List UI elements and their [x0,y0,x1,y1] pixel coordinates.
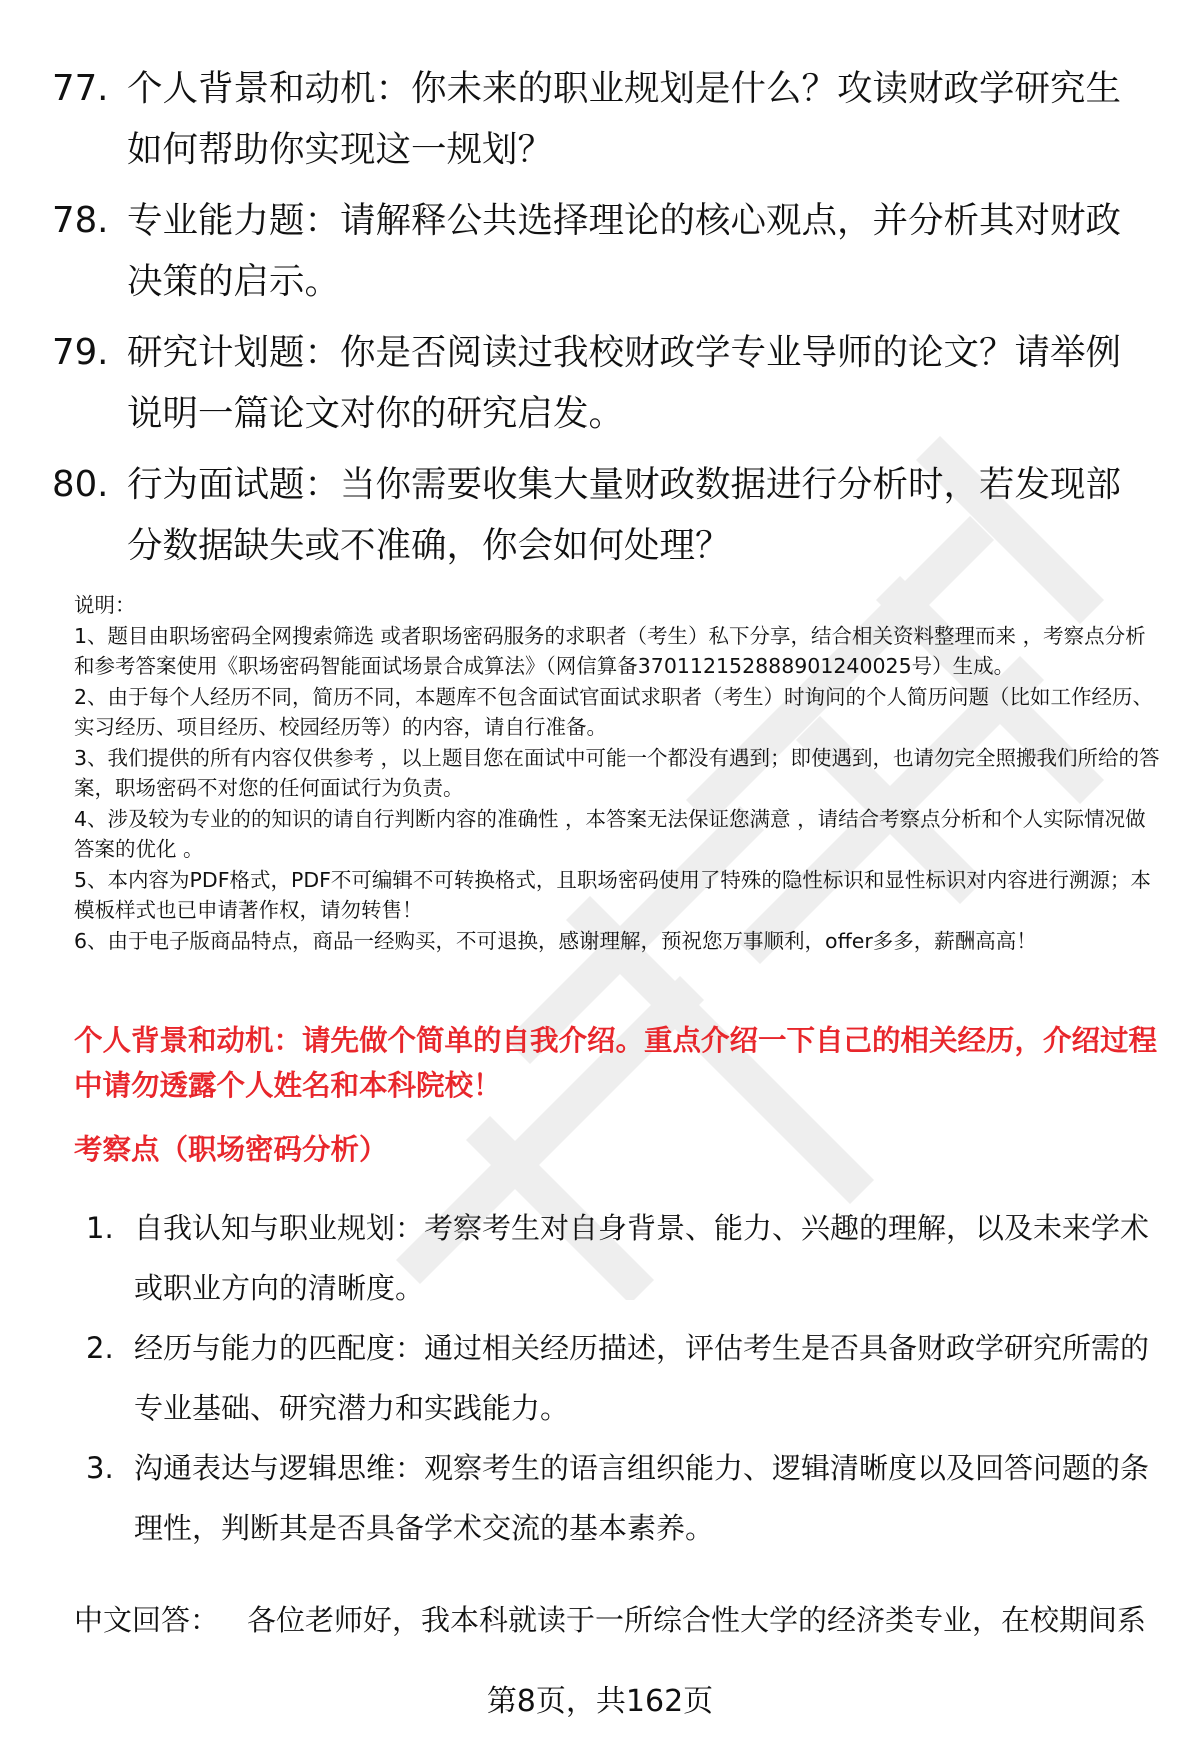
note-item: 2、由于每个人经历不同，简历不同，本题库不包含面试官面试求职者（考生）时询问的个人简历问题（比如工作经历、实习经历、项目经历、校园经历等）的内容，请自行准备。 [74,684,1154,739]
point-item [80,1318,1160,1438]
note-item: 1、题目由职场密码全网搜索筛选 或者职场密码服务的求职者（考生）私下分享，结合相关资料整理而来 ，考察点分析和参考答案使用《职场密码智能面试场景合成算法》（网信算备370112152888901240025号）生成。 [74,623,1146,678]
section-subheading: 考察点（职场密码分析） [74,1133,388,1166]
question-number: 80. [52,464,109,505]
question-text: 个人背景和动机：你未来的职业规划是什么？攻读财政学研究生如何帮助你实现这一规划？ [127,68,1122,170]
point-text: 自我认知与职业规划：考察考生对自身背景、能力、兴趣的理解，以及未来学术或职业方向的清晰度。 [134,1211,1150,1305]
question-item [52,322,1152,444]
question-number: 78. [52,200,109,241]
question-number: 77. [52,68,109,109]
answer-paragraph [74,1598,1164,1642]
section-heading: 个人背景和动机：请先做个简单的自我介绍。重点介绍一下自己的相关经历，介绍过程中请勿透露个人姓名和本科院校！ [74,1024,1158,1102]
point-number: 1. [86,1211,114,1245]
point-item [80,1198,1160,1318]
answer-label: 中文回答： [74,1603,220,1637]
point-number: 2. [86,1331,114,1365]
note-item: 6、由于电子版商品特点，商品一经购买，不可退换，感谢理解，预祝您万事顺利，offer多多，薪酬高高！ [74,928,1037,953]
note-item: 4、涉及较为专业的的知识的请自行判断内容的准确性 ，本答案无法保证您满意 ，请结合考察点分析和个人实际情况做答案的优化 。 [74,806,1146,861]
question-list [52,58,1152,586]
note-item: 5、本内容为PDF格式，PDF不可编辑不可转换格式，且职场密码使用了特殊的隐性标识和显性标识对内容进行溯源；本模板样式也已申请著作权，请勿转售！ [74,867,1151,922]
point-text: 沟通表达与逻辑思维：观察考生的语言组织能力、逻辑清晰度以及回答问题的条理性，判断其是否具备学术交流的基本素养。 [134,1451,1150,1545]
assessment-points [80,1198,1160,1558]
note-item: 3、我们提供的所有内容仅供参考 ，以上题目您在面试中可能一个都没有遇到；即使遇到，也请勿完全照搬我们所给的答案，职场密码不对您的任何面试行为负责。 [74,745,1160,800]
question-text: 研究计划题：你是否阅读过我校财政学专业导师的论文？请举例说明一篇论文对你的研究启发。 [127,332,1122,434]
disclaimer-notes [74,590,1164,956]
question-item [52,190,1152,312]
notes-title: 说明： [74,593,136,617]
point-number: 3. [86,1451,114,1485]
question-item [52,58,1152,180]
question-number: 79. [52,332,109,373]
answer-text: 各位老师好，我本科就读于一所综合性大学的经济类专业，在校期间系 [247,1603,1147,1637]
point-text: 经历与能力的匹配度：通过相关经历描述，评估考生是否具备财政学研究所需的专业基础、研究潜力和实践能力。 [134,1331,1150,1425]
question-text: 行为面试题：当你需要收集大量财政数据进行分析时，若发现部分数据缺失或不准确，你会如何处理？ [127,464,1122,566]
page-footer: 第8页，共162页 [486,1684,714,1719]
point-item [80,1438,1160,1558]
question-item [52,454,1152,576]
question-text: 专业能力题：请解释公共选择理论的核心观点，并分析其对财政决策的启示。 [127,200,1122,302]
